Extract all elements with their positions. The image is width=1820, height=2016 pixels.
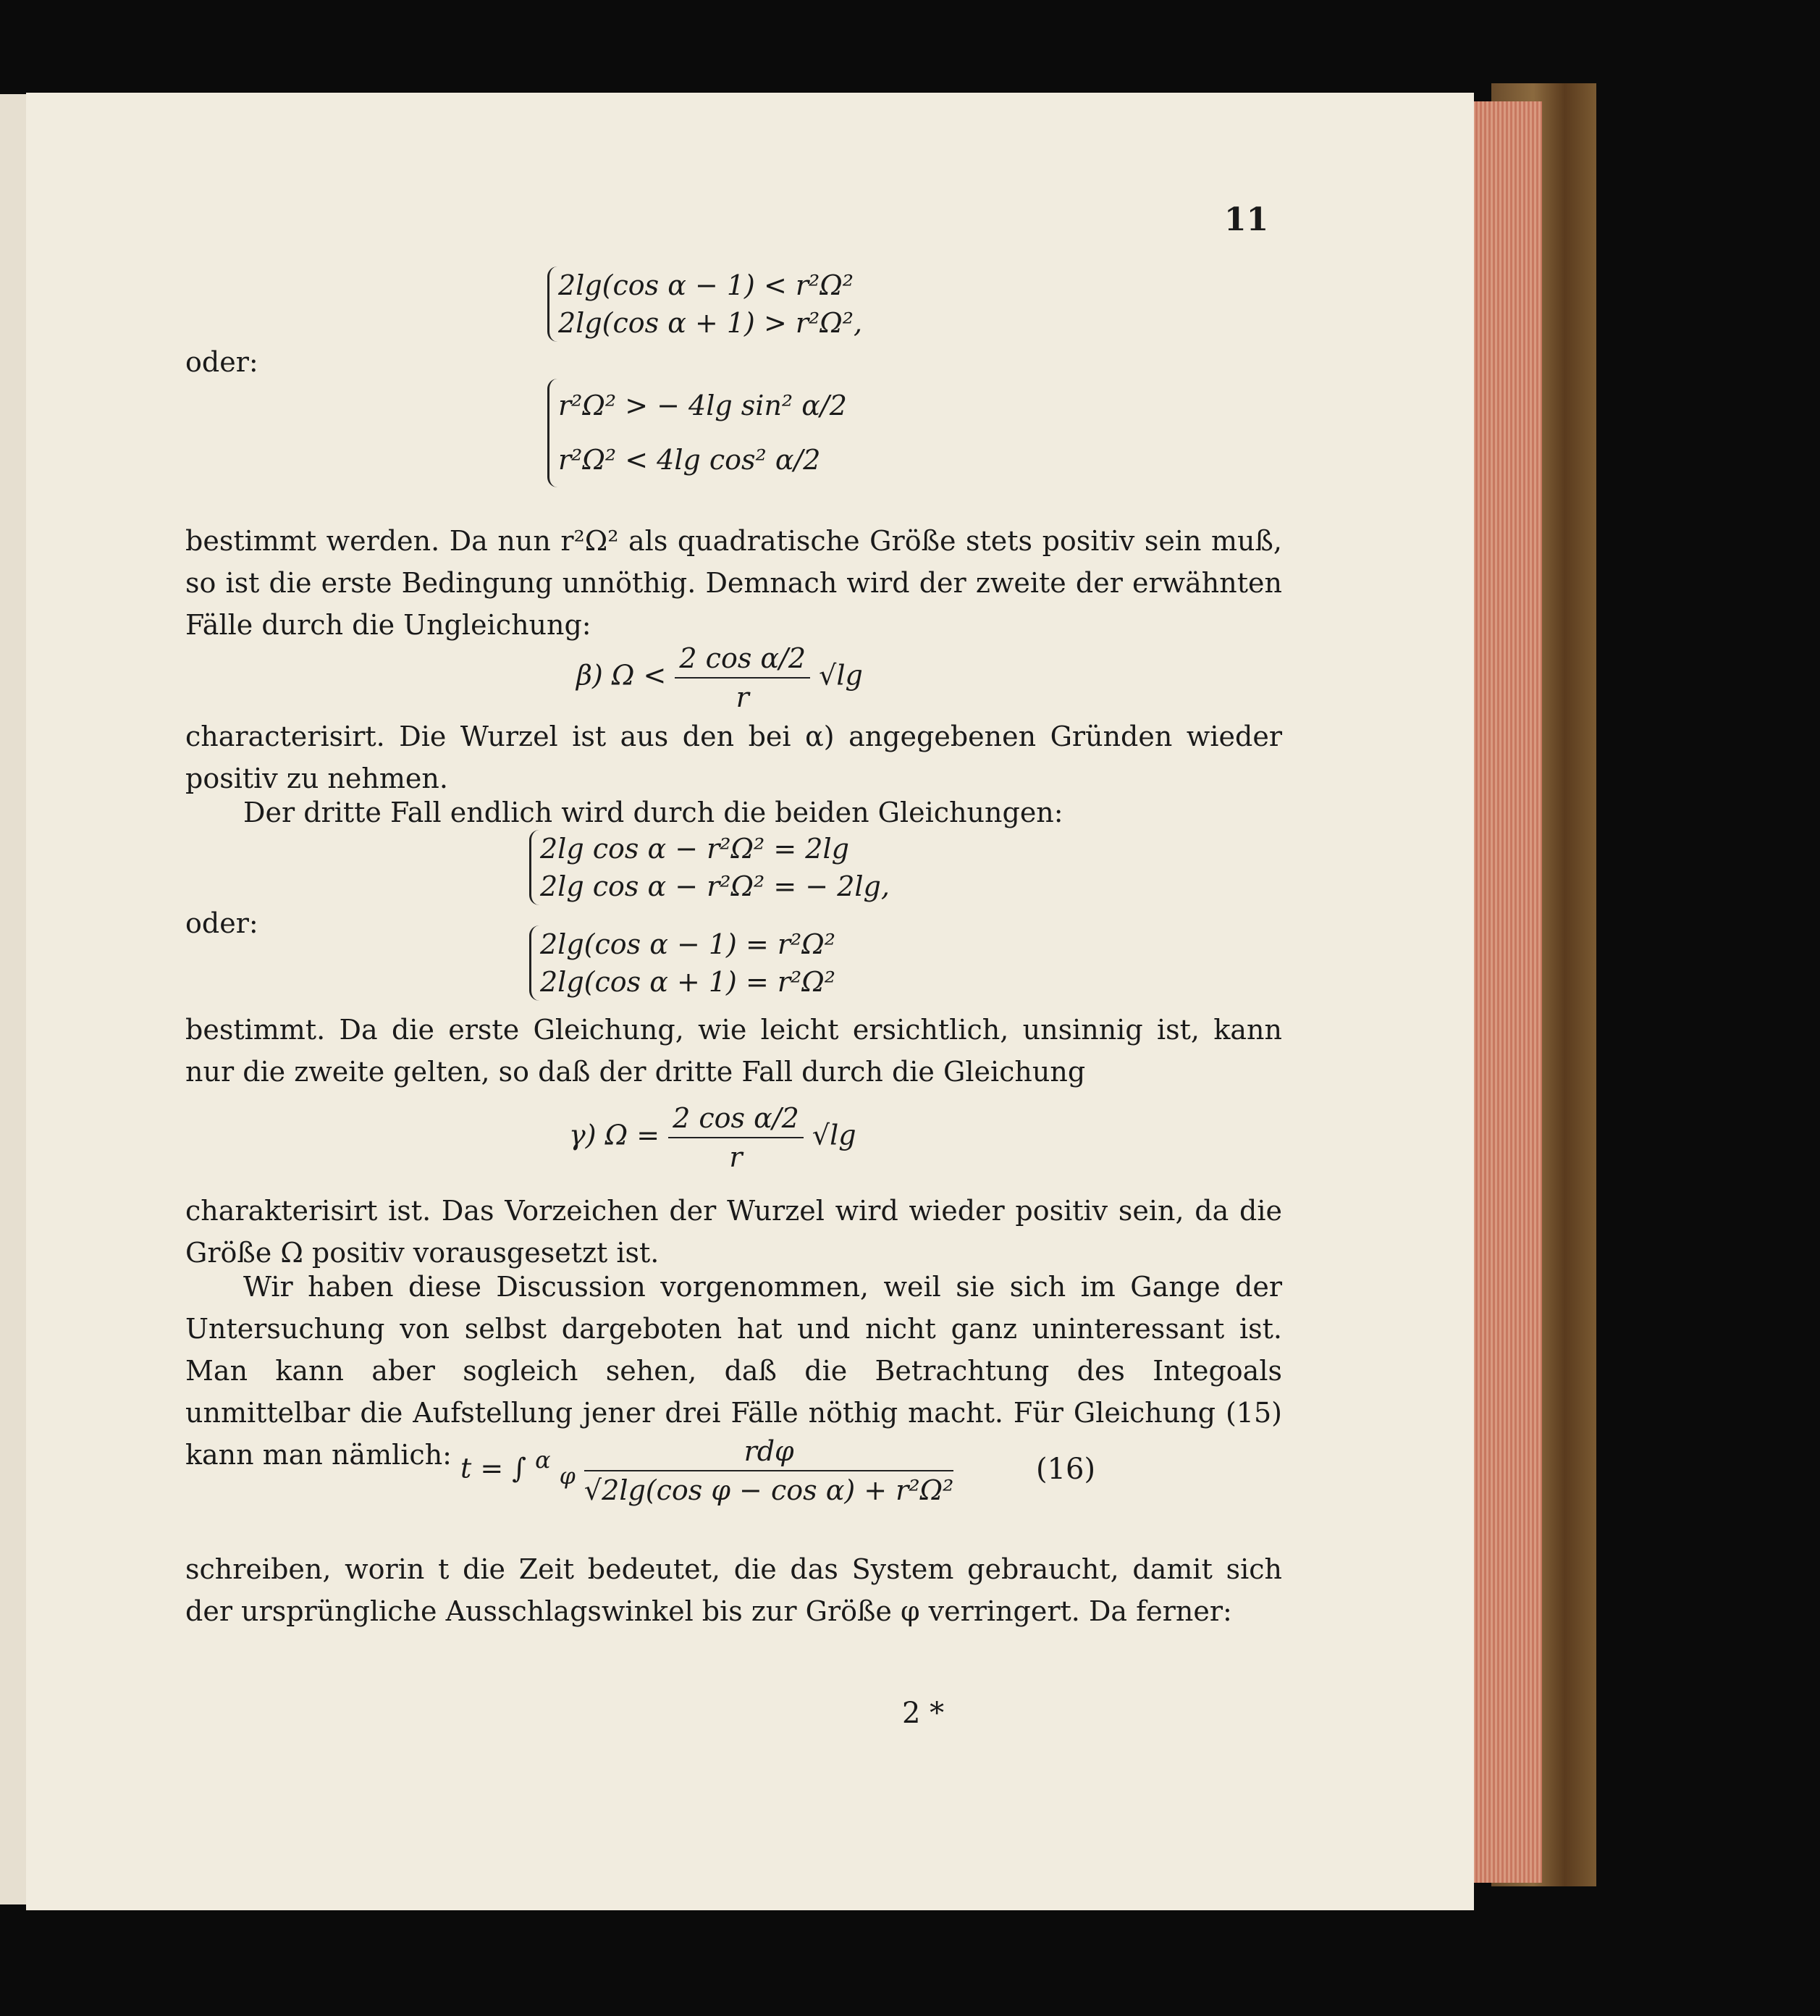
fraction-denominator: r — [736, 681, 749, 713]
formula-system-3 — [529, 830, 890, 905]
fraction — [584, 1432, 953, 1509]
label-oder: oder: — [185, 346, 258, 378]
paragraph: Der dritte Fall endlich wird durch die beiden Gleichungen: — [243, 797, 1063, 828]
fraction — [675, 639, 810, 716]
book-page — [26, 93, 1474, 1910]
formula-line: r²Ω² < 4lg cos² α/2 — [558, 444, 821, 476]
formula-system-1 — [547, 266, 862, 342]
integral-upper-limit: α — [535, 1447, 551, 1474]
paragraph: charakterisirt ist. Das Vorzeichen der Wurzel wird wieder positiv sein, da die Größe Ω positiv vorausgesetzt ist. — [185, 1195, 1282, 1269]
fraction-denominator: √2lg(cos φ − cos α) + r²Ω² — [584, 1474, 954, 1506]
label-oder: oder: — [185, 907, 258, 939]
fraction-numerator: 2 cos α/2 — [675, 639, 810, 679]
formula-beta — [576, 639, 863, 716]
paragraph: schreiben, worin t die Zeit bedeutet, die das System gebraucht, damit sich der ursprüngliche Ausschlagswinkel bis zur Größe φ verringert. Da ferner: — [185, 1553, 1282, 1627]
left-page-edge — [0, 94, 29, 1904]
page-stack-edge — [1462, 101, 1542, 1883]
formula-line: 2lg(cos α + 1) > r²Ω², — [558, 307, 863, 339]
signature-mark: 2 * — [902, 1697, 945, 1730]
formula-integral — [460, 1432, 953, 1509]
fraction-denominator: r — [729, 1141, 743, 1173]
formula-line: r²Ω² > − 4lg sin² α/2 — [558, 390, 847, 421]
formula-line: 2lg(cos α + 1) = r²Ω² — [540, 966, 836, 998]
formula-suffix: √lg — [812, 1119, 856, 1151]
formula-prefix: γ) Ω = — [569, 1119, 660, 1151]
paragraph: bestimmt werden. Da nun r²Ω² als quadratische Größe stets positiv sein muß, so ist die erste Bedingung unnöthig. Demnach wird der zweite der erwähnten Fälle durch die Ungleichung: — [185, 525, 1282, 641]
formula-system-4 — [529, 925, 835, 1001]
paragraph: characterisirt. Die Wurzel ist aus den bei α) angegebenen Gründen wieder positiv zu nehmen. — [185, 721, 1282, 794]
formula-line: 2lg(cos α − 1) = r²Ω² — [540, 928, 836, 960]
paragraph: bestimmt. Da die erste Gleichung, wie leicht ersichtlich, unsinnig ist, kann nur die zweite gelten, so daß der dritte Fall durch die Gleichung — [185, 1014, 1282, 1088]
equation-number: (16) — [1036, 1453, 1096, 1486]
integral-lower-limit: φ — [559, 1463, 576, 1490]
formula-line: 2lg(cos α − 1) < r²Ω² — [558, 269, 854, 301]
formula-system-2 — [547, 379, 847, 487]
formula-suffix: √lg — [819, 659, 863, 692]
fraction-numerator: 2 cos α/2 — [668, 1099, 804, 1138]
formula-prefix: t = ∫ — [460, 1452, 527, 1484]
formula-line: 2lg cos α − r²Ω² = 2lg — [540, 833, 849, 865]
paragraph: Wir haben diese Discussion vorgenommen, weil sie sich im Gange der Untersuchung von selbst dargeboten hat und nicht ganz uninteressant ist. Man kann aber sogleich sehen, daß die Betrachtung des Integoals unmittelbar die Aufstellung jener drei Fälle nöthig macht. Für Gleichung (15) kann man nämlich: — [185, 1271, 1282, 1471]
fraction-numerator: rdφ — [584, 1432, 953, 1471]
formula-gamma — [569, 1099, 856, 1176]
formula-line: 2lg cos α − r²Ω² = − 2lg, — [540, 870, 890, 902]
fraction — [668, 1099, 804, 1176]
page-number: 11 — [1224, 201, 1269, 238]
formula-prefix: β) Ω < — [576, 659, 667, 692]
